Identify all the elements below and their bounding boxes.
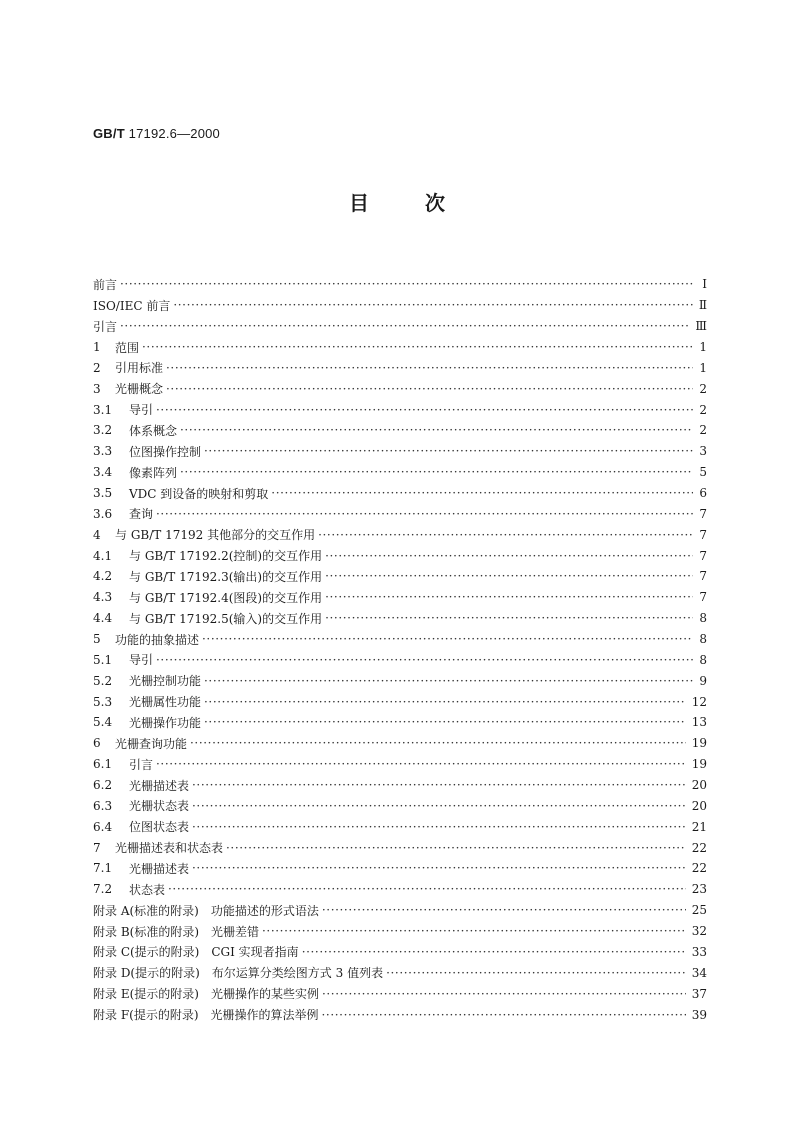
toc-leader-dots [192, 861, 686, 875]
toc-leader-dots [322, 903, 686, 917]
toc-entry-page: 7 [699, 506, 707, 521]
page-title: 目次 [349, 191, 501, 215]
toc-entry[interactable] [93, 942, 707, 963]
toc-entry[interactable] [93, 629, 707, 650]
standard-number [93, 126, 220, 141]
toc-entry-label: 引用标准 [115, 361, 164, 376]
toc-entry-label: 光栅操作功能 [129, 715, 202, 730]
toc-entry-label: 功能的抽象描述 [115, 632, 200, 647]
toc-entry[interactable] [93, 858, 707, 879]
toc-entry-label: 附录 E(提示的附录) 光栅操作的某些实例 [93, 987, 319, 1002]
toc-entry-page: 6 [699, 486, 707, 501]
toc-entry-page: 9 [699, 673, 707, 688]
toc-entry-number: 5.1 [93, 652, 113, 667]
toc-entry-page: 19 [691, 757, 707, 772]
toc-entry-page: 2 [699, 423, 707, 438]
toc-entry-page: 12 [691, 694, 707, 709]
toc-entry-page: 23 [691, 882, 707, 897]
toc-entry-page: 5 [699, 465, 707, 480]
toc-entry[interactable] [93, 420, 707, 441]
toc-entry-number: 2 [93, 360, 101, 375]
toc-leader-dots [192, 820, 686, 834]
toc-leader-dots [166, 361, 693, 375]
toc-entry-label: 状态表 [129, 882, 166, 897]
toc-leader-dots [204, 695, 686, 709]
toc-entry-page: Ⅲ [695, 319, 707, 334]
toc-entry-page: 22 [691, 840, 707, 855]
toc-entry-number: 3.2 [93, 423, 113, 438]
toc-entry-page: 22 [691, 861, 707, 876]
toc-entry-number: 3.3 [93, 444, 113, 459]
toc-entry[interactable] [93, 566, 707, 587]
toc-leader-dots [325, 549, 693, 563]
toc-entry-page: 7 [699, 569, 707, 584]
toc-entry-number: 7.1 [93, 861, 113, 876]
toc-entry-page: 8 [699, 632, 707, 647]
toc-entry-label: 导引 [129, 653, 154, 668]
toc-entry-label: 与 GB/T 17192.2(控制)的交互作用 [129, 549, 323, 564]
toc-entry-page: 8 [699, 611, 707, 626]
toc-leader-dots [166, 382, 693, 396]
toc-leader-dots [120, 277, 693, 291]
toc-entry[interactable] [93, 545, 707, 566]
toc-leader-dots [180, 423, 693, 437]
toc-entry-label: 附录 D(提示的附录) 布尔运算分类绘图方式 3 值列表 [93, 966, 384, 981]
toc-entry-label: 光栅查询功能 [115, 736, 188, 751]
toc-entry-label: 与 GB/T 17192 其他部分的交互作用 [115, 528, 316, 543]
toc-leader-dots [322, 987, 686, 1001]
toc-entry-number: 1 [93, 340, 101, 354]
toc-entry-number: 5.2 [93, 673, 113, 688]
toc-entry[interactable] [93, 587, 707, 608]
toc-entry-page: 8 [699, 652, 707, 667]
toc-entry-label: 与 GB/T 17192.3(输出)的交互作用 [129, 569, 323, 584]
toc-entry-page: 20 [691, 778, 707, 793]
toc-leader-dots [156, 653, 693, 667]
toc-entry-label: 位图状态表 [129, 820, 190, 835]
toc-entry[interactable] [93, 483, 707, 504]
toc-entry-label: 附录 F(提示的附录) 光栅操作的算法举例 [93, 1008, 319, 1022]
toc-entry[interactable] [93, 649, 707, 670]
toc-leader-dots [302, 945, 686, 959]
toc-entry-number: 4.3 [93, 590, 113, 605]
toc-entry-page: 3 [699, 444, 707, 459]
toc-leader-dots [271, 486, 693, 500]
toc-entry-page: 21 [691, 819, 707, 834]
toc-entry-number: 6.4 [93, 819, 113, 834]
toc-entry-page: 19 [691, 736, 707, 751]
toc-entry[interactable] [93, 754, 707, 775]
toc-entry[interactable] [93, 816, 707, 837]
toc-entry-number: 6.1 [93, 757, 113, 772]
toc-entry-label: 附录 C(提示的附录) CGI 实现者指南 [93, 945, 299, 960]
toc-entry-page: 39 [691, 1007, 707, 1022]
toc-leader-dots [204, 444, 693, 458]
toc-entry-number: 6.2 [93, 778, 113, 793]
toc-entry[interactable] [93, 775, 707, 796]
toc-entry-label: 与 GB/T 17192.5(输入)的交互作用 [129, 611, 323, 626]
toc-entry-label: VDC 到设备的映射和剪取 [129, 486, 269, 501]
toc-leader-dots [192, 799, 686, 813]
toc-entry-number: 6 [93, 736, 101, 751]
toc-entry[interactable] [93, 670, 707, 691]
toc-leader-dots [325, 590, 693, 604]
toc-entry-page: 25 [691, 903, 707, 918]
toc-entry-number: 7 [93, 840, 101, 855]
toc-entry-page: Ⅱ [698, 298, 707, 313]
toc-entry-page: 1 [699, 360, 707, 375]
toc-entry[interactable] [93, 357, 707, 378]
toc-entry-page: 2 [699, 381, 707, 396]
toc-entry[interactable] [93, 983, 707, 1004]
toc-entry-label: 与 GB/T 17192.4(图段)的交互作用 [129, 590, 323, 605]
toc-entry-number: 3.4 [93, 465, 113, 480]
toc-entry-label: 查询 [129, 507, 154, 522]
toc-entry[interactable] [93, 900, 707, 921]
toc-entry-label: 位图操作控制 [129, 444, 202, 459]
toc-entry[interactable] [93, 691, 707, 712]
toc-entry[interactable] [93, 879, 707, 900]
toc-entry-page: 34 [691, 965, 707, 980]
toc-entry-label: 光栅控制功能 [129, 674, 202, 689]
toc-entry-label: 附录 A(标准的附录) 功能描述的形式语法 [93, 903, 319, 918]
toc-entry-number: 7.2 [93, 882, 113, 897]
toc-leader-dots [190, 736, 686, 750]
toc-entry[interactable] [93, 921, 707, 942]
toc-leader-dots [325, 611, 693, 625]
toc-entry[interactable] [93, 962, 707, 983]
toc-leader-dots [262, 924, 686, 938]
toc-leader-dots [156, 507, 693, 521]
toc-entry-number: 4.2 [93, 569, 113, 584]
table-of-contents [93, 274, 707, 1025]
toc-leader-dots [325, 569, 693, 583]
toc-entry-page: 7 [699, 527, 707, 542]
toc-entry[interactable] [93, 295, 707, 316]
toc-entry-label: 引言 [93, 319, 118, 334]
toc-entry-label: 光栅属性功能 [129, 695, 202, 710]
toc-entry-number: 6.3 [93, 798, 113, 813]
toc-entry-page: 13 [691, 715, 707, 730]
toc-entry-label: ISO/IEC 前言 [93, 298, 171, 313]
toc-entry-number: 5.3 [93, 694, 113, 709]
toc-leader-dots [202, 632, 693, 646]
toc-entry-number: 3.6 [93, 506, 113, 521]
toc-entry-label: 范围 [115, 340, 140, 355]
toc-leader-dots [204, 674, 693, 688]
toc-entry-page: 33 [691, 944, 707, 959]
standard-serial: 17192.6—2000 [128, 126, 220, 141]
toc-entry-number: 3.5 [93, 486, 113, 501]
toc-entry-number: 5 [93, 632, 101, 647]
toc-entry-page: 2 [699, 402, 707, 417]
toc-entry-page: 32 [691, 924, 707, 939]
toc-entry[interactable] [93, 733, 707, 754]
toc-leader-dots [156, 403, 693, 417]
toc-entry[interactable] [93, 399, 707, 420]
toc-entry-page: 37 [691, 986, 707, 1001]
toc-entry[interactable] [93, 712, 707, 733]
toc-entry-number: 4.1 [93, 548, 113, 563]
toc-entry-label: 光栅状态表 [129, 799, 190, 814]
toc-entry-label: 光栅概念 [115, 382, 164, 397]
toc-entry[interactable] [93, 837, 707, 858]
toc-leader-dots [204, 715, 686, 729]
toc-leader-dots [173, 298, 693, 312]
toc-entry[interactable] [93, 274, 707, 295]
toc-entry[interactable] [93, 337, 707, 358]
toc-leader-dots [386, 966, 686, 980]
toc-leader-dots [180, 465, 693, 479]
toc-entry-page: 7 [699, 590, 707, 605]
toc-leader-dots [318, 528, 693, 542]
toc-leader-dots [226, 841, 686, 855]
toc-entry-number: 3.1 [93, 402, 113, 417]
toc-entry-label: 像素阵列 [129, 465, 178, 480]
toc-entry-label: 光栅描述表 [129, 778, 190, 793]
toc-entry-label: 前言 [93, 277, 118, 292]
toc-leader-dots [156, 757, 686, 771]
toc-leader-dots [120, 319, 689, 333]
toc-entry-number: 4 [93, 527, 101, 542]
toc-entry[interactable] [93, 503, 707, 524]
toc-entry-label: 附录 B(标准的附录) 光栅差错 [93, 924, 259, 939]
toc-entry[interactable] [93, 441, 707, 462]
toc-leader-dots [192, 778, 686, 792]
toc-leader-dots [322, 1008, 686, 1022]
toc-entry-label: 体系概念 [129, 423, 178, 438]
toc-leader-dots [142, 340, 693, 354]
toc-entry-label: 光栅描述表 [129, 861, 190, 876]
toc-entry[interactable] [93, 608, 707, 629]
toc-entry-label: 引言 [129, 757, 154, 772]
toc-entry-page: 7 [699, 548, 707, 563]
standard-code: GB/T [93, 126, 125, 141]
toc-entry-number: 3 [93, 381, 101, 396]
toc-entry-number: 5.4 [93, 715, 113, 730]
toc-entry-page: 20 [691, 798, 707, 813]
toc-entry-page: 1 [699, 340, 707, 354]
toc-entry-label: 导引 [129, 403, 154, 418]
toc-entry[interactable] [93, 795, 707, 816]
toc-entry[interactable] [93, 462, 707, 483]
toc-entry[interactable] [93, 316, 707, 337]
toc-leader-dots [168, 882, 686, 896]
toc-entry[interactable] [93, 1004, 707, 1025]
toc-entry[interactable] [93, 378, 707, 399]
toc-entry-page: Ⅰ [702, 277, 707, 292]
toc-entry-number: 4.4 [93, 611, 113, 626]
toc-entry-label: 光栅描述表和状态表 [115, 841, 224, 856]
toc-entry[interactable] [93, 524, 707, 545]
